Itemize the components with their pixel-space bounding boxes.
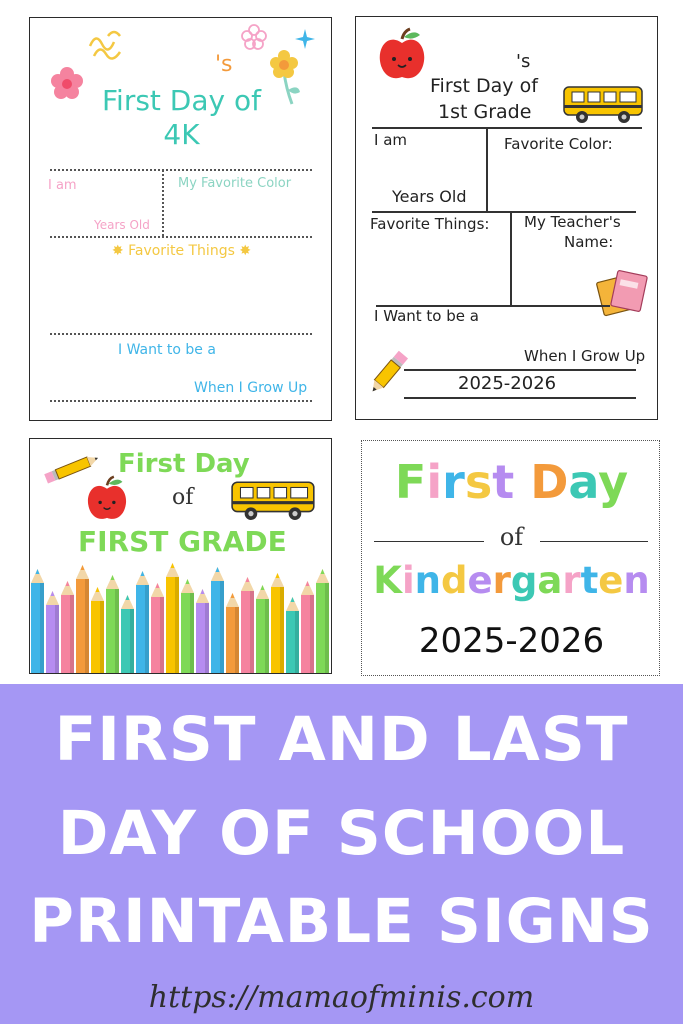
favorite-color-label: Favorite Color: <box>504 135 613 153</box>
grow-up-label: When I Grow Up <box>194 380 308 396</box>
colored-pencil <box>91 587 104 674</box>
pencil-icon <box>362 347 414 399</box>
apostrophe-s: 's <box>215 52 233 77</box>
divider <box>486 127 488 211</box>
years-old-label: Years Old <box>94 218 150 232</box>
favorite-color-label: My Favorite Color <box>178 176 292 191</box>
title-line-2: FIRST GRADE <box>78 525 287 558</box>
colored-pencil <box>121 595 134 674</box>
divider <box>404 397 636 399</box>
sparkle-icon <box>294 28 316 50</box>
title-line-2: 4K <box>163 118 200 151</box>
title-line-1 <box>362 455 660 509</box>
favorite-things-label: Favorite Things: <box>370 215 490 233</box>
apple-icon <box>376 27 428 83</box>
flower-outline-icon <box>240 23 268 51</box>
school-year: 2025-2026 <box>418 621 605 661</box>
divider <box>50 400 312 402</box>
colored-pencil <box>316 569 329 674</box>
school-year: 2025-2026 <box>458 373 557 394</box>
colored-pencil <box>136 571 149 674</box>
divider <box>50 333 312 335</box>
favorite-things-row <box>30 243 332 259</box>
colored-pencil <box>151 583 164 674</box>
teacher-label-2: Name: <box>564 233 614 251</box>
website-link[interactable]: https://mamaofminis.com <box>148 980 535 1015</box>
colored-pencil <box>211 567 224 674</box>
i-am-label: I am <box>48 178 77 193</box>
kindergarten-text: Kindergarten <box>373 559 650 602</box>
title-line-2: 1st Grade <box>438 101 532 123</box>
sparkle-icon: ✸ <box>111 243 124 259</box>
colored-pencil <box>196 589 209 674</box>
colored-pencil <box>301 581 314 674</box>
divider <box>510 211 512 305</box>
colored-pencil <box>31 569 44 674</box>
colored-pencil <box>271 573 284 674</box>
colored-pencil <box>181 579 194 674</box>
divider <box>372 127 642 129</box>
colored-pencils-icon <box>30 561 332 674</box>
divider <box>50 169 312 171</box>
colored-pencil <box>61 581 74 674</box>
colored-pencil <box>166 563 179 674</box>
colored-pencil <box>286 597 299 674</box>
divider <box>50 236 312 238</box>
title-line-1: First Day of <box>430 75 538 97</box>
first-day-text: First Day <box>394 455 629 509</box>
sign-first-grade <box>29 438 332 674</box>
teacher-label-1: My Teacher's <box>524 213 621 231</box>
squiggle-icon <box>86 26 136 66</box>
sparkle-icon: ✸ <box>239 243 252 259</box>
of-label: of <box>172 485 194 510</box>
divider <box>162 170 164 236</box>
colored-pencil <box>46 591 59 674</box>
divider <box>540 541 648 542</box>
colored-pencil <box>241 577 254 674</box>
divider <box>404 369 636 371</box>
banner-line-2: DAY OF SCHOOL <box>57 798 626 869</box>
years-old-label: Years Old <box>392 187 467 206</box>
colored-pencil <box>76 565 89 674</box>
want-to-be-label: I Want to be a <box>374 307 479 325</box>
banner-line-1: FIRST AND LAST <box>54 704 629 775</box>
sign-kindergarten <box>361 440 660 676</box>
title-line-1: First Day <box>118 449 250 479</box>
i-am-label: I am <box>374 131 407 149</box>
title-line-2 <box>362 559 660 602</box>
apple-icon <box>84 475 130 523</box>
colored-pencil <box>256 585 269 674</box>
sign-1st-grade <box>355 16 658 420</box>
sign-4k <box>29 17 332 421</box>
colored-pencil <box>106 575 119 674</box>
banner-line-3: PRINTABLE SIGNS <box>29 886 654 957</box>
title-line-1: First Day of <box>101 84 261 117</box>
colored-pencil <box>226 593 239 674</box>
books-icon <box>596 269 652 317</box>
grow-up-label: When I Grow Up <box>524 347 646 365</box>
school-bus-icon <box>230 473 318 525</box>
school-bus-icon <box>562 79 646 127</box>
favorite-things-label: Favorite Things <box>128 243 235 259</box>
of-label: of <box>499 523 524 551</box>
want-to-be-label: I Want to be a <box>118 342 216 358</box>
apostrophe-s: 's <box>516 51 531 72</box>
